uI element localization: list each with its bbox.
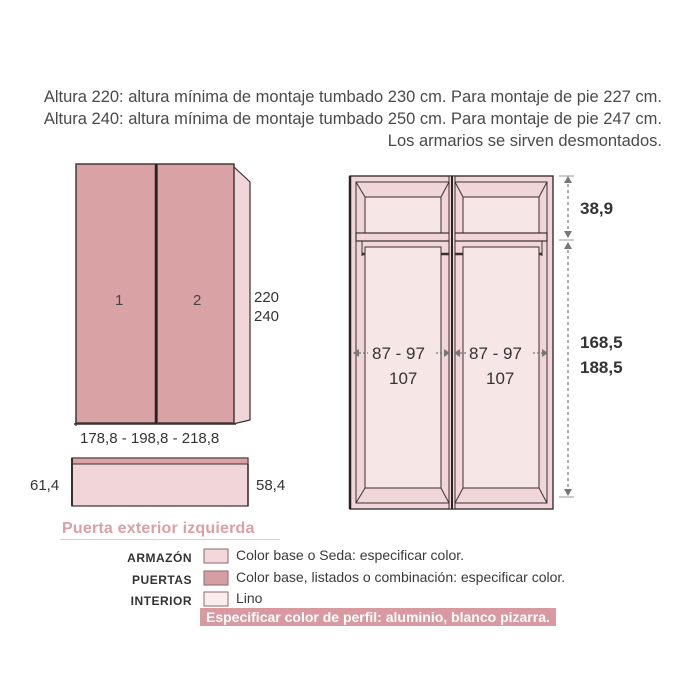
legend-key-interior: INTERIOR <box>130 594 192 608</box>
swatch-armazon <box>204 549 228 563</box>
right-depth-label: 58,4 <box>256 477 286 494</box>
left-width-alt-label: 107 <box>389 369 418 388</box>
top-view-frame <box>72 458 248 506</box>
legend-key-armazon: ARMAZÓN <box>127 551 192 565</box>
exterior-door-caption: Puerta exterior izquierda <box>62 520 255 537</box>
legend-text-armazon: Color base o Seda: especificar color. <box>236 547 465 563</box>
front-side-panel <box>233 166 250 424</box>
right-width-range-label: 87 - 97 <box>469 344 522 363</box>
right-width-alt-label: 107 <box>486 369 515 388</box>
note-disassembled: Los armarios se sirven desmontados. <box>387 132 662 150</box>
interior-view <box>350 176 574 509</box>
top-compartment-height-label: 38,9 <box>580 199 614 218</box>
caption-underline <box>60 539 280 540</box>
left-width-range-label: 87 - 97 <box>372 344 425 363</box>
hanging-height-240-label: 188,5 <box>580 358 623 377</box>
door-1-label: 1 <box>115 292 124 309</box>
top-view <box>72 458 248 506</box>
hanging-height-220-label: 168,5 <box>580 333 623 352</box>
legend-row-puertas <box>0 570 192 590</box>
swatch-puertas <box>204 571 228 585</box>
legend-text-interior: Lino <box>236 590 263 606</box>
door-2-label: 2 <box>193 292 202 309</box>
note-height-240: Altura 240: altura mínima de montaje tumbado 250 cm. Para montaje de pie 247 cm. <box>43 110 662 128</box>
legend-text-puertas: Color base, listados o combinación: especificar color. <box>236 569 566 585</box>
legend-key-puertas: PUERTAS <box>132 573 192 587</box>
left-depth-label: 61,4 <box>30 477 60 494</box>
height-240-label: 240 <box>254 308 280 325</box>
profile-color-note: Especificar color de perfil: aluminio, blanco pizarra. <box>200 608 556 626</box>
note-height-220: Altura 220: altura mínima de montaje tumbado 230 cm. Para montaje de pie 227 cm. <box>43 88 662 106</box>
front-view <box>74 164 250 426</box>
width-range-label: 178,8 - 198,8 - 218,8 <box>80 430 220 447</box>
swatch-interior <box>204 592 228 606</box>
height-220-label: 220 <box>254 289 280 306</box>
legend-row-armazon <box>0 548 192 568</box>
legend-row-interior <box>0 591 192 611</box>
